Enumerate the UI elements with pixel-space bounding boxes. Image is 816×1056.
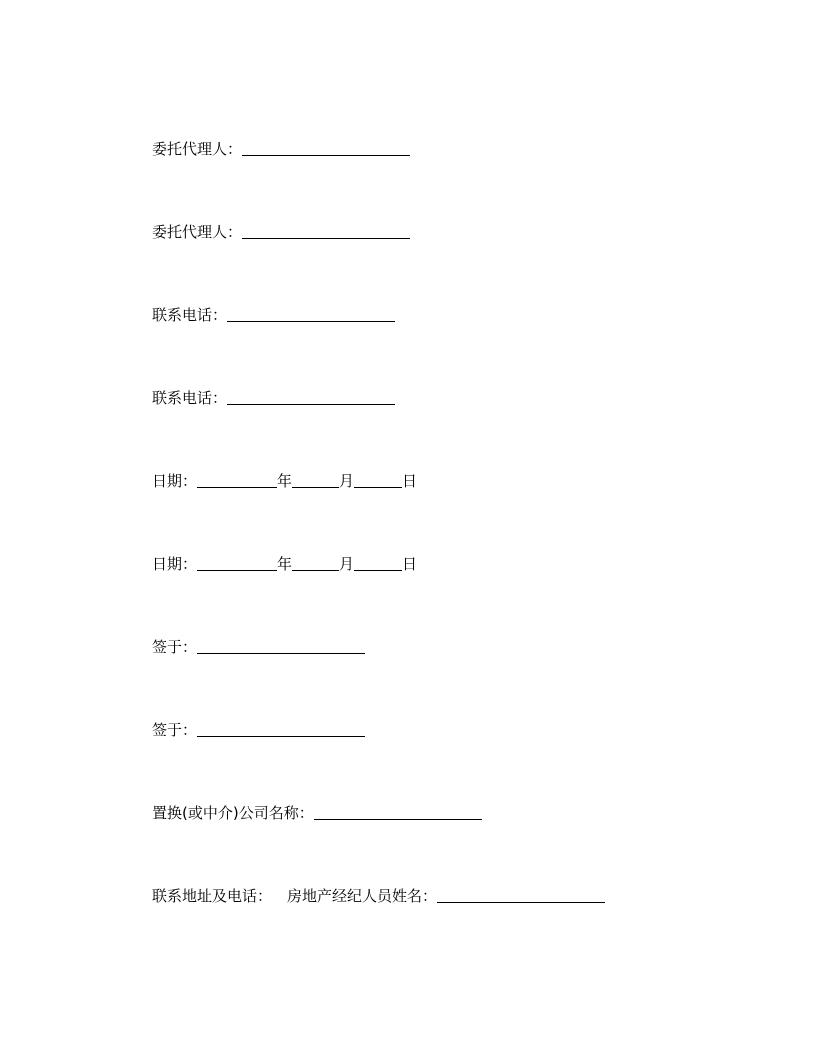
month-unit: 月 xyxy=(339,555,355,573)
signed-at-blank[interactable] xyxy=(197,720,365,737)
signed-at-blank[interactable] xyxy=(197,637,365,654)
month-blank[interactable] xyxy=(292,554,339,571)
day-blank[interactable] xyxy=(354,471,402,488)
agent-blank[interactable] xyxy=(242,222,410,239)
signed-at-label: 签于： xyxy=(152,638,198,656)
phone-blank[interactable] xyxy=(227,305,395,322)
date-row-1 xyxy=(152,470,417,490)
address-broker-row xyxy=(152,885,605,905)
date-row-2 xyxy=(152,553,417,573)
phone-blank[interactable] xyxy=(227,388,395,405)
broker-name-label: 房地产经纪人员姓名： xyxy=(287,887,438,905)
address-phone-label: 联系地址及电话： xyxy=(152,887,273,905)
year-unit: 年 xyxy=(277,472,293,490)
phone-row-2 xyxy=(152,387,395,407)
signed-at-row-2 xyxy=(152,719,365,739)
broker-name-blank[interactable] xyxy=(437,886,605,903)
phone-label: 联系电话： xyxy=(152,389,228,407)
signed-at-row-1 xyxy=(152,636,365,656)
agent-label: 委托代理人： xyxy=(152,223,243,241)
agent-label: 委托代理人： xyxy=(152,140,243,158)
year-blank[interactable] xyxy=(197,554,277,571)
date-label: 日期： xyxy=(152,555,198,573)
date-label: 日期： xyxy=(152,472,198,490)
day-unit: 日 xyxy=(402,472,418,490)
signed-at-label: 签于： xyxy=(152,721,198,739)
phone-row-1 xyxy=(152,304,395,324)
agent-blank[interactable] xyxy=(242,139,410,156)
year-unit: 年 xyxy=(277,555,293,573)
company-label: 置换(或中介)公司名称： xyxy=(152,804,314,822)
agent-row-2 xyxy=(152,221,410,241)
agent-row-1 xyxy=(152,138,410,158)
day-unit: 日 xyxy=(402,555,418,573)
company-row xyxy=(152,802,482,822)
company-blank[interactable] xyxy=(314,803,482,820)
phone-label: 联系电话： xyxy=(152,306,228,324)
month-blank[interactable] xyxy=(292,471,339,488)
day-blank[interactable] xyxy=(354,554,402,571)
year-blank[interactable] xyxy=(197,471,277,488)
month-unit: 月 xyxy=(339,472,355,490)
